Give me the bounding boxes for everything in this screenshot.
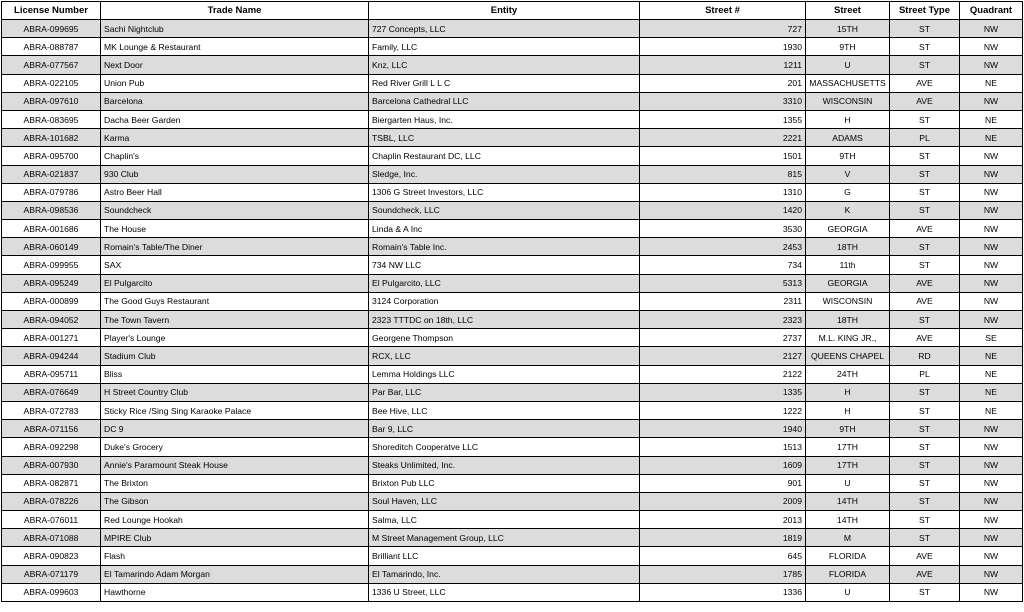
license-number-cell: ABRA-076649 <box>2 383 101 401</box>
quadrant-cell: NW <box>960 238 1023 256</box>
entity-cell: Par Bar, LLC <box>369 383 640 401</box>
street-cell: M <box>806 529 890 547</box>
street-type-cell: PL <box>890 365 960 383</box>
street-number-cell: 2737 <box>640 329 806 347</box>
street-number-cell: 1222 <box>640 401 806 419</box>
trade-name-cell: Next Door <box>101 56 369 74</box>
street-number-cell: 1211 <box>640 56 806 74</box>
entity-cell: Soundcheck, LLC <box>369 201 640 219</box>
trade-name-cell: Soundcheck <box>101 201 369 219</box>
quadrant-cell: NE <box>960 129 1023 147</box>
table-row <box>2 383 1023 401</box>
trade-name-cell: The Town Tavern <box>101 311 369 329</box>
column-header-street-type: Street Type <box>890 2 960 20</box>
entity-cell: El Pulgarcito, LLC <box>369 274 640 292</box>
trade-name-cell: Flash <box>101 547 369 565</box>
street-number-cell: 734 <box>640 256 806 274</box>
table-row <box>2 183 1023 201</box>
street-cell: 14TH <box>806 511 890 529</box>
street-number-cell: 2009 <box>640 492 806 510</box>
trade-name-cell: Astro Beer Hall <box>101 183 369 201</box>
license-number-cell: ABRA-071088 <box>2 529 101 547</box>
street-type-cell: ST <box>890 110 960 128</box>
license-number-cell: ABRA-090823 <box>2 547 101 565</box>
table-row <box>2 311 1023 329</box>
trade-name-cell: Red Lounge Hookah <box>101 511 369 529</box>
table-row <box>2 110 1023 128</box>
column-header-street: Street <box>806 2 890 20</box>
table-row <box>2 56 1023 74</box>
license-number-cell: ABRA-001686 <box>2 220 101 238</box>
street-number-cell: 645 <box>640 547 806 565</box>
street-cell: K <box>806 201 890 219</box>
street-number-cell: 3310 <box>640 92 806 110</box>
column-header-license-number: License Number <box>2 2 101 20</box>
entity-cell: Salma, LLC <box>369 511 640 529</box>
trade-name-cell: Stadium Club <box>101 347 369 365</box>
entity-cell: Soul Haven, LLC <box>369 492 640 510</box>
street-type-cell: ST <box>890 165 960 183</box>
trade-name-cell: Barcelona <box>101 92 369 110</box>
entity-cell: 3124 Corporation <box>369 292 640 310</box>
table-row <box>2 438 1023 456</box>
license-number-cell: ABRA-098536 <box>2 201 101 219</box>
street-number-cell: 1513 <box>640 438 806 456</box>
license-number-cell: ABRA-077567 <box>2 56 101 74</box>
entity-cell: Brilliant LLC <box>369 547 640 565</box>
street-cell: 11th <box>806 256 890 274</box>
quadrant-cell: NW <box>960 183 1023 201</box>
entity-cell: 727 Concepts, LLC <box>369 20 640 38</box>
entity-cell: Romain's Table Inc. <box>369 238 640 256</box>
trade-name-cell: El Pulgarcito <box>101 274 369 292</box>
trade-name-cell: Chaplin's <box>101 147 369 165</box>
table-row <box>2 147 1023 165</box>
quadrant-cell: NW <box>960 474 1023 492</box>
entity-cell: Lemma Holdings LLC <box>369 365 640 383</box>
license-number-cell: ABRA-000899 <box>2 292 101 310</box>
table-row <box>2 547 1023 565</box>
quadrant-cell: NE <box>960 110 1023 128</box>
license-number-cell: ABRA-082871 <box>2 474 101 492</box>
street-number-cell: 901 <box>640 474 806 492</box>
quadrant-cell: NW <box>960 292 1023 310</box>
street-type-cell: PL <box>890 129 960 147</box>
quadrant-cell: NW <box>960 311 1023 329</box>
entity-cell: Barcelona Cathedral LLC <box>369 92 640 110</box>
street-number-cell: 1819 <box>640 529 806 547</box>
street-number-cell: 1501 <box>640 147 806 165</box>
street-type-cell: ST <box>890 183 960 201</box>
street-number-cell: 1609 <box>640 456 806 474</box>
entity-cell: Bar 9, LLC <box>369 420 640 438</box>
street-type-cell: ST <box>890 511 960 529</box>
entity-cell: M Street Management Group, LLC <box>369 529 640 547</box>
license-number-cell: ABRA-021837 <box>2 165 101 183</box>
license-number-cell: ABRA-092298 <box>2 438 101 456</box>
table-row <box>2 511 1023 529</box>
entity-cell: Family, LLC <box>369 38 640 56</box>
table-row <box>2 74 1023 92</box>
street-number-cell: 1940 <box>640 420 806 438</box>
table-row <box>2 129 1023 147</box>
quadrant-cell: NE <box>960 347 1023 365</box>
street-number-cell: 727 <box>640 20 806 38</box>
entity-cell: 1306 G Street Investors, LLC <box>369 183 640 201</box>
street-number-cell: 1930 <box>640 38 806 56</box>
quadrant-cell: NE <box>960 401 1023 419</box>
entity-cell: Biergarten Haus, Inc. <box>369 110 640 128</box>
street-number-cell: 815 <box>640 165 806 183</box>
trade-name-cell: Duke's Grocery <box>101 438 369 456</box>
street-cell: GEORGIA <box>806 220 890 238</box>
table-row <box>2 256 1023 274</box>
street-type-cell: AVE <box>890 74 960 92</box>
entity-cell: RCX, LLC <box>369 347 640 365</box>
trade-name-cell: The House <box>101 220 369 238</box>
table-row <box>2 201 1023 219</box>
street-cell: FLORIDA <box>806 547 890 565</box>
license-number-cell: ABRA-083695 <box>2 110 101 128</box>
street-cell: 24TH <box>806 365 890 383</box>
street-number-cell: 1785 <box>640 565 806 583</box>
street-cell: H <box>806 401 890 419</box>
quadrant-cell: NW <box>960 511 1023 529</box>
street-type-cell: ST <box>890 420 960 438</box>
quadrant-cell: NW <box>960 456 1023 474</box>
license-number-cell: ABRA-079786 <box>2 183 101 201</box>
table-row <box>2 347 1023 365</box>
trade-name-cell: SAX <box>101 256 369 274</box>
license-number-cell: ABRA-101682 <box>2 129 101 147</box>
street-type-cell: AVE <box>890 329 960 347</box>
quadrant-cell: NE <box>960 365 1023 383</box>
trade-name-cell: Dacha Beer Garden <box>101 110 369 128</box>
license-number-cell: ABRA-007930 <box>2 456 101 474</box>
entity-cell: 1336 U Street, LLC <box>369 583 640 601</box>
quadrant-cell: NW <box>960 274 1023 292</box>
street-cell: H <box>806 383 890 401</box>
street-type-cell: ST <box>890 438 960 456</box>
column-header-street-number: Street # <box>640 2 806 20</box>
column-header-entity: Entity <box>369 2 640 20</box>
license-number-cell: ABRA-022105 <box>2 74 101 92</box>
quadrant-cell: NW <box>960 220 1023 238</box>
quadrant-cell: SE <box>960 329 1023 347</box>
license-number-cell: ABRA-099955 <box>2 256 101 274</box>
license-number-cell: ABRA-095711 <box>2 365 101 383</box>
street-type-cell: AVE <box>890 547 960 565</box>
license-number-cell: ABRA-099695 <box>2 20 101 38</box>
license-number-cell: ABRA-071156 <box>2 420 101 438</box>
street-number-cell: 5313 <box>640 274 806 292</box>
street-number-cell: 2323 <box>640 311 806 329</box>
street-cell: 18TH <box>806 238 890 256</box>
trade-name-cell: The Good Guys Restaurant <box>101 292 369 310</box>
entity-cell: Red River Grill L L C <box>369 74 640 92</box>
license-number-cell: ABRA-095249 <box>2 274 101 292</box>
street-cell: U <box>806 583 890 601</box>
table-row <box>2 274 1023 292</box>
quadrant-cell: NW <box>960 420 1023 438</box>
street-type-cell: AVE <box>890 565 960 583</box>
table-row <box>2 329 1023 347</box>
quadrant-cell: NW <box>960 165 1023 183</box>
trade-name-cell: MPIRE Club <box>101 529 369 547</box>
quadrant-cell: NW <box>960 20 1023 38</box>
street-type-cell: ST <box>890 201 960 219</box>
street-type-cell: ST <box>890 256 960 274</box>
quadrant-cell: NW <box>960 201 1023 219</box>
table-row <box>2 420 1023 438</box>
street-number-cell: 1310 <box>640 183 806 201</box>
quadrant-cell: NE <box>960 383 1023 401</box>
entity-cell: TSBL, LLC <box>369 129 640 147</box>
street-type-cell: AVE <box>890 292 960 310</box>
license-number-cell: ABRA-078226 <box>2 492 101 510</box>
trade-name-cell: Union Pub <box>101 74 369 92</box>
street-cell: ADAMS <box>806 129 890 147</box>
street-type-cell: ST <box>890 20 960 38</box>
trade-name-cell: The Brixton <box>101 474 369 492</box>
license-number-cell: ABRA-099603 <box>2 583 101 601</box>
quadrant-cell: NW <box>960 38 1023 56</box>
table-row <box>2 456 1023 474</box>
quadrant-cell: NW <box>960 56 1023 74</box>
column-header-quadrant: Quadrant <box>960 2 1023 20</box>
street-cell: 14TH <box>806 492 890 510</box>
license-number-cell: ABRA-001271 <box>2 329 101 347</box>
table-row <box>2 474 1023 492</box>
license-number-cell: ABRA-088787 <box>2 38 101 56</box>
license-table <box>1 1 1023 602</box>
street-cell: 17TH <box>806 456 890 474</box>
trade-name-cell: Annie's Paramount Steak House <box>101 456 369 474</box>
street-number-cell: 2122 <box>640 365 806 383</box>
street-cell: H <box>806 110 890 128</box>
street-number-cell: 201 <box>640 74 806 92</box>
street-cell: 15TH <box>806 20 890 38</box>
entity-cell: 2323 TTTDC on 18th, LLC <box>369 311 640 329</box>
trade-name-cell: The Gibson <box>101 492 369 510</box>
trade-name-cell: Hawthorne <box>101 583 369 601</box>
street-cell: U <box>806 474 890 492</box>
street-number-cell: 3530 <box>640 220 806 238</box>
header-row <box>2 2 1023 20</box>
table-row <box>2 583 1023 601</box>
street-cell: FLORIDA <box>806 565 890 583</box>
street-cell: 9TH <box>806 147 890 165</box>
street-type-cell: ST <box>890 456 960 474</box>
quadrant-cell: NW <box>960 92 1023 110</box>
street-type-cell: ST <box>890 311 960 329</box>
street-type-cell: ST <box>890 401 960 419</box>
license-number-cell: ABRA-094244 <box>2 347 101 365</box>
quadrant-cell: NW <box>960 583 1023 601</box>
street-cell: G <box>806 183 890 201</box>
street-number-cell: 2127 <box>640 347 806 365</box>
entity-cell: Sledge, Inc. <box>369 165 640 183</box>
table-row <box>2 38 1023 56</box>
street-cell: WISCONSIN <box>806 292 890 310</box>
quadrant-cell: NW <box>960 565 1023 583</box>
quadrant-cell: NW <box>960 147 1023 165</box>
street-type-cell: AVE <box>890 220 960 238</box>
street-type-cell: ST <box>890 38 960 56</box>
entity-cell: Chaplin Restaurant DC, LLC <box>369 147 640 165</box>
entity-cell: Bee Hive, LLC <box>369 401 640 419</box>
street-cell: 9TH <box>806 38 890 56</box>
column-header-trade-name: Trade Name <box>101 2 369 20</box>
trade-name-cell: DC 9 <box>101 420 369 438</box>
street-type-cell: ST <box>890 56 960 74</box>
street-number-cell: 1420 <box>640 201 806 219</box>
street-number-cell: 1336 <box>640 583 806 601</box>
street-cell: MASSACHUSETTS <box>806 74 890 92</box>
entity-cell: Steaks Unlimited, Inc. <box>369 456 640 474</box>
street-cell: 18TH <box>806 311 890 329</box>
street-cell: 17TH <box>806 438 890 456</box>
entity-cell: Georgene Thompson <box>369 329 640 347</box>
trade-name-cell: Sticky Rice /Sing Sing Karaoke Palace <box>101 401 369 419</box>
table-row <box>2 165 1023 183</box>
quadrant-cell: NW <box>960 492 1023 510</box>
street-number-cell: 1335 <box>640 383 806 401</box>
license-number-cell: ABRA-094052 <box>2 311 101 329</box>
quadrant-cell: NW <box>960 256 1023 274</box>
street-cell: M.L. KING JR., <box>806 329 890 347</box>
table-row <box>2 292 1023 310</box>
entity-cell: Knz, LLC <box>369 56 640 74</box>
table-row <box>2 220 1023 238</box>
street-number-cell: 2013 <box>640 511 806 529</box>
table-row <box>2 401 1023 419</box>
street-type-cell: RD <box>890 347 960 365</box>
street-type-cell: AVE <box>890 274 960 292</box>
street-number-cell: 2221 <box>640 129 806 147</box>
entity-cell: Linda & A Inc <box>369 220 640 238</box>
license-number-cell: ABRA-095700 <box>2 147 101 165</box>
quadrant-cell: NW <box>960 438 1023 456</box>
street-type-cell: ST <box>890 583 960 601</box>
table-row <box>2 238 1023 256</box>
table-row <box>2 92 1023 110</box>
street-type-cell: AVE <box>890 92 960 110</box>
quadrant-cell: NW <box>960 529 1023 547</box>
license-number-cell: ABRA-071179 <box>2 565 101 583</box>
street-cell: U <box>806 56 890 74</box>
street-type-cell: ST <box>890 529 960 547</box>
street-type-cell: ST <box>890 474 960 492</box>
table-row <box>2 529 1023 547</box>
trade-name-cell: 930 Club <box>101 165 369 183</box>
street-cell: QUEENS CHAPEL <box>806 347 890 365</box>
license-number-cell: ABRA-076011 <box>2 511 101 529</box>
street-cell: 9TH <box>806 420 890 438</box>
trade-name-cell: Karma <box>101 129 369 147</box>
trade-name-cell: Bliss <box>101 365 369 383</box>
entity-cell: Shoreditch Cooperatve LLC <box>369 438 640 456</box>
license-number-cell: ABRA-072783 <box>2 401 101 419</box>
quadrant-cell: NW <box>960 547 1023 565</box>
trade-name-cell: Romain's Table/The Diner <box>101 238 369 256</box>
entity-cell: 734 NW LLC <box>369 256 640 274</box>
street-type-cell: ST <box>890 238 960 256</box>
trade-name-cell: Sachi Nightclub <box>101 20 369 38</box>
entity-cell: El Tamarindo, Inc. <box>369 565 640 583</box>
quadrant-cell: NE <box>960 74 1023 92</box>
trade-name-cell: H Street Country Club <box>101 383 369 401</box>
table-body <box>2 20 1023 602</box>
table-row <box>2 365 1023 383</box>
street-type-cell: ST <box>890 383 960 401</box>
trade-name-cell: El Tamarindo Adam Morgan <box>101 565 369 583</box>
street-cell: V <box>806 165 890 183</box>
table-row <box>2 565 1023 583</box>
table-row <box>2 20 1023 38</box>
street-number-cell: 1355 <box>640 110 806 128</box>
license-number-cell: ABRA-097610 <box>2 92 101 110</box>
street-number-cell: 2453 <box>640 238 806 256</box>
trade-name-cell: MK Lounge & Restaurant <box>101 38 369 56</box>
trade-name-cell: Player's Lounge <box>101 329 369 347</box>
table-row <box>2 492 1023 510</box>
street-cell: WISCONSIN <box>806 92 890 110</box>
street-cell: GEORGIA <box>806 274 890 292</box>
entity-cell: Brixton Pub LLC <box>369 474 640 492</box>
street-type-cell: ST <box>890 492 960 510</box>
street-type-cell: ST <box>890 147 960 165</box>
street-number-cell: 2311 <box>640 292 806 310</box>
license-number-cell: ABRA-060149 <box>2 238 101 256</box>
